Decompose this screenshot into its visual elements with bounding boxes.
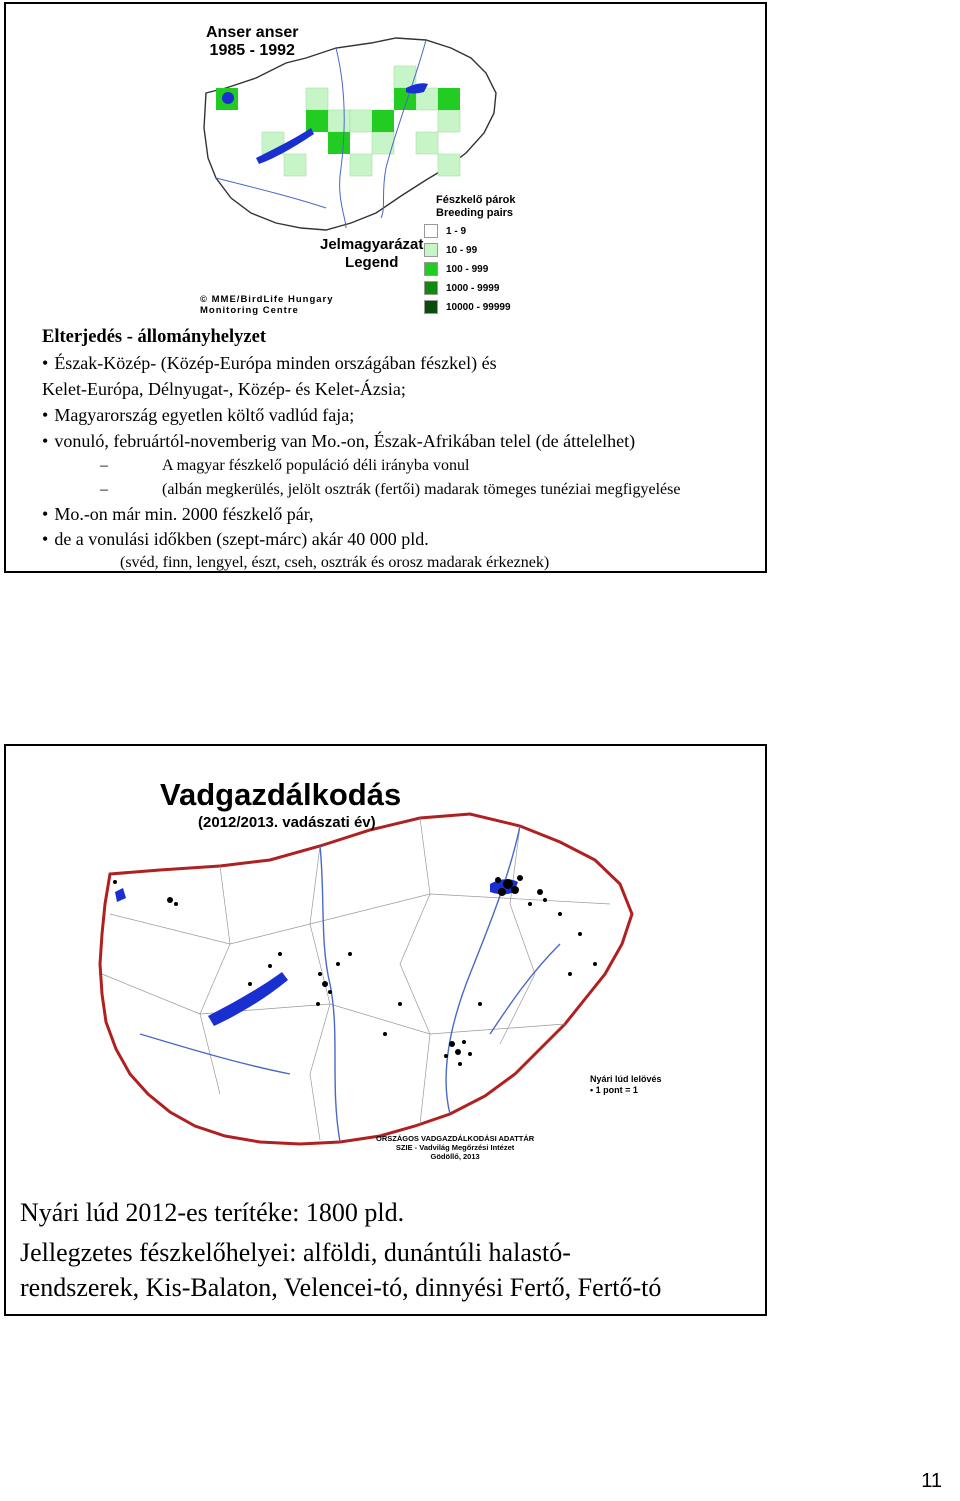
legend-swatch <box>424 243 438 257</box>
map-title: Vadgazdálkodás <box>160 777 402 812</box>
map-subtitle: (2012/2013. vadászati év) <box>198 814 376 831</box>
bullet-text: • Észak-Közép- (Közép-Európa minden országában fészkel) és <box>42 353 497 374</box>
legend-label-en: Legend <box>345 254 399 271</box>
bullet-text-continuation: Kelet-Európa, Délnyugat-, Közép- és Kelet-Ázsia; <box>42 379 406 399</box>
legend-swatch <box>424 224 438 238</box>
slide-hunting <box>4 744 767 1316</box>
credit-line: Monitoring Centre <box>200 305 299 316</box>
breeding-map <box>196 18 536 318</box>
bullet-text: • de a vonulási időkben (szept-márc) akár 40 000 pld. <box>42 529 429 550</box>
legend-title-hu: Fészkelő párok <box>436 194 516 206</box>
credit-line: ORSZÁGOS VADGAZDÁLKODÁSI ADATTÁR <box>376 1134 535 1143</box>
species-name: Anser anser <box>206 24 299 41</box>
legend-label <box>320 236 423 272</box>
legend-title <box>436 194 515 220</box>
legend-item: 100 - 999 <box>424 262 488 276</box>
legend-item: 1 - 9 <box>424 224 466 238</box>
page-number: 11 <box>921 1470 942 1492</box>
map-legend <box>590 1074 662 1096</box>
slide-distribution <box>4 2 767 573</box>
legend-item: 10000 - 99999 <box>424 300 511 314</box>
legend-swatch <box>424 281 438 295</box>
legend-title: Nyári lúd lelövés <box>590 1074 662 1084</box>
legend-list <box>424 224 534 324</box>
legend-item: 10 - 99 <box>424 243 477 257</box>
lake-ferto <box>222 92 234 104</box>
year-range: 1985 - 1992 <box>209 42 295 59</box>
credit-line: SZIE - Vadvilág Megőrzési Intézet <box>395 1143 515 1152</box>
note-text: (svéd, finn, lengyel, észt, cseh, osztrák és orosz madarak érkeznek) <box>120 554 550 571</box>
bullet-text: • Magyarország egyetlen költő vadlúd faja; <box>42 405 354 426</box>
hungary-hunting-map-graphic <box>20 774 750 1174</box>
legend-item: • 1 pont = 1 <box>590 1085 638 1095</box>
bullet-text: • Mo.-on már min. 2000 fészkelő pár, <box>42 504 314 525</box>
legend-title-en: Breeding pairs <box>436 207 514 219</box>
hunting-map <box>20 774 750 1174</box>
harvest-text: Nyári lúd 2012-es terítéke: 1800 pld. <box>20 1198 405 1227</box>
sub-bullet-text: – (albán megkerülés, jelölt osztrák (fertői) madarak tömeges tunéziai megfigyelése <box>100 481 680 499</box>
sub-bullet-text: – A magyar fészkelő populáció déli irányba vonul <box>100 457 469 475</box>
legend-label-hu: Jelmagyarázat <box>320 236 424 253</box>
legend-swatch <box>424 262 438 276</box>
country-border <box>100 814 632 1144</box>
credit-line: © MME/BirdLife Hungary <box>200 294 334 305</box>
credit-line: Gödöllő, 2013 <box>430 1152 480 1161</box>
map-credit <box>376 1134 534 1161</box>
legend-item: 1000 - 9999 <box>424 281 499 295</box>
legend-swatch <box>424 300 438 314</box>
point-marker-icon: • <box>590 1085 596 1095</box>
nesting-sites-text-continuation: rendszerek, Kis-Balaton, Velencei-tó, dinnyési Fertő, Fertő-tó <box>20 1273 662 1302</box>
bullet-text: • vonuló, februártól-novemberig van Mo.-on, Észak-Afrikában telel (de áttelelhet) <box>42 431 635 452</box>
section-heading: Elterjedés - állományhelyzet <box>42 327 266 347</box>
nesting-sites-text: Jellegzetes fészkelőhelyei: alföldi, dunántúli halastó- <box>20 1238 571 1267</box>
map-title-block <box>206 24 299 60</box>
map-credit <box>200 294 334 316</box>
